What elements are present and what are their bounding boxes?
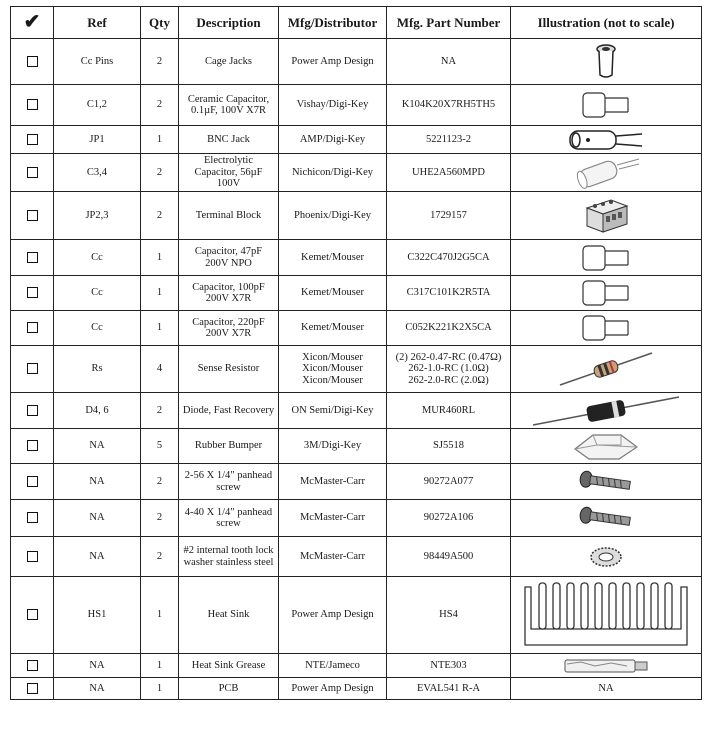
ref-cell: JP2,3 bbox=[54, 192, 141, 240]
description-cell: Capacitor, 47pF 200V NPO bbox=[179, 240, 279, 276]
qty-cell: 2 bbox=[141, 537, 179, 577]
mfg-cell: McMaster-Carr bbox=[279, 537, 387, 577]
qty-header: Qty bbox=[141, 7, 179, 39]
ceramic-capacitor-icon bbox=[514, 90, 698, 120]
description-cell: PCB bbox=[179, 678, 279, 700]
part-number-cell: (2) 262-0.47-RC (0.47Ω) 262-1.0-RC (1.0Ω) 262-2.0-RC (2.0Ω) bbox=[387, 346, 511, 393]
row-checkbox[interactable] bbox=[27, 167, 38, 178]
row-checkbox[interactable] bbox=[27, 476, 38, 487]
table-row bbox=[11, 311, 702, 346]
qty-cell: 4 bbox=[141, 346, 179, 393]
checkbox-cell bbox=[11, 276, 54, 311]
mfg-cell: Xicon/Mouser Xicon/Mouser Xicon/Mouser bbox=[279, 346, 387, 393]
illustration-header: Illustration (not to scale) bbox=[511, 7, 702, 39]
table-row bbox=[11, 346, 702, 393]
ref-cell: Cc bbox=[54, 311, 141, 346]
illustration-cell bbox=[511, 39, 702, 85]
part-number-cell: NA bbox=[387, 39, 511, 85]
description-cell: BNC Jack bbox=[179, 126, 279, 154]
mfg-cell: McMaster-Carr bbox=[279, 500, 387, 537]
check-header: ✔ bbox=[11, 7, 54, 39]
ref-cell: NA bbox=[54, 678, 141, 700]
illustration-cell bbox=[511, 311, 702, 346]
row-checkbox[interactable] bbox=[27, 56, 38, 67]
part-number-cell: 1729157 bbox=[387, 192, 511, 240]
qty-cell: 5 bbox=[141, 429, 179, 464]
checkbox-cell bbox=[11, 654, 54, 678]
qty-cell: 2 bbox=[141, 464, 179, 500]
description-cell: Capacitor, 100pF 200V X7R bbox=[179, 276, 279, 311]
qty-cell: 2 bbox=[141, 393, 179, 429]
part-number-cell: C322C470J2G5CA bbox=[387, 240, 511, 276]
ref-cell: NA bbox=[54, 537, 141, 577]
illustration-cell bbox=[511, 85, 702, 126]
table-row bbox=[11, 39, 702, 85]
description-cell: Capacitor, 220pF 200V X7R bbox=[179, 311, 279, 346]
table-row bbox=[11, 577, 702, 654]
part-number-cell: C052K221K2X5CA bbox=[387, 311, 511, 346]
illustration-cell bbox=[511, 276, 702, 311]
checkbox-cell bbox=[11, 537, 54, 577]
checkbox-cell bbox=[11, 39, 54, 85]
mfg-cell: Power Amp Design bbox=[279, 678, 387, 700]
ref-cell: Rs bbox=[54, 346, 141, 393]
illustration-cell bbox=[511, 500, 702, 537]
mfg-cell: 3M/Digi-Key bbox=[279, 429, 387, 464]
part-number-cell: UHE2A560MPD bbox=[387, 154, 511, 192]
mfg-cell: AMP/Digi-Key bbox=[279, 126, 387, 154]
resistor-icon bbox=[514, 349, 698, 389]
qty-cell: 1 bbox=[141, 276, 179, 311]
row-checkbox[interactable] bbox=[27, 210, 38, 221]
part-number-cell: SJ5518 bbox=[387, 429, 511, 464]
row-checkbox[interactable] bbox=[27, 322, 38, 333]
row-checkbox[interactable] bbox=[27, 99, 38, 110]
mfg-cell: Power Amp Design bbox=[279, 577, 387, 654]
illustration-cell bbox=[511, 577, 702, 654]
row-checkbox[interactable] bbox=[27, 134, 38, 145]
mfg-header: Mfg/Distributor bbox=[279, 7, 387, 39]
checkbox-cell bbox=[11, 126, 54, 154]
checkbox-cell bbox=[11, 85, 54, 126]
checkbox-cell bbox=[11, 346, 54, 393]
ref-cell: Cc bbox=[54, 276, 141, 311]
checkbox-cell bbox=[11, 240, 54, 276]
part-number-cell: C317C101K2R5TA bbox=[387, 276, 511, 311]
ref-cell: NA bbox=[54, 500, 141, 537]
description-cell: Heat Sink bbox=[179, 577, 279, 654]
description-cell: Ceramic Capacitor, 0.1µF, 100V X7R bbox=[179, 85, 279, 126]
table-row bbox=[11, 429, 702, 464]
checkbox-cell bbox=[11, 393, 54, 429]
row-checkbox[interactable] bbox=[27, 287, 38, 298]
row-checkbox[interactable] bbox=[27, 512, 38, 523]
row-checkbox[interactable] bbox=[27, 683, 38, 694]
qty-cell: 2 bbox=[141, 192, 179, 240]
illustration-cell bbox=[511, 346, 702, 393]
lock-washer-icon bbox=[514, 546, 698, 568]
qty-cell: 2 bbox=[141, 154, 179, 192]
ref-cell: NA bbox=[54, 464, 141, 500]
parts-list-table bbox=[10, 6, 702, 700]
table-row bbox=[11, 393, 702, 429]
description-cell: Sense Resistor bbox=[179, 346, 279, 393]
checkbox-cell bbox=[11, 678, 54, 700]
table-row bbox=[11, 276, 702, 311]
row-checkbox[interactable] bbox=[27, 551, 38, 562]
illustration-cell bbox=[511, 154, 702, 192]
diode-icon bbox=[514, 395, 698, 427]
qty-cell: 2 bbox=[141, 500, 179, 537]
table-row bbox=[11, 678, 702, 700]
ref-cell: NA bbox=[54, 429, 141, 464]
checkbox-cell bbox=[11, 429, 54, 464]
qty-cell: 1 bbox=[141, 240, 179, 276]
description-cell: Rubber Bumper bbox=[179, 429, 279, 464]
ref-cell: HS1 bbox=[54, 577, 141, 654]
part-number-cell: HS4 bbox=[387, 577, 511, 654]
table-row bbox=[11, 126, 702, 154]
table-header-row bbox=[11, 7, 702, 39]
part-number-cell: MUR460RL bbox=[387, 393, 511, 429]
illustration-cell bbox=[511, 126, 702, 154]
heat-sink-icon bbox=[514, 579, 698, 651]
illustration-cell bbox=[511, 537, 702, 577]
illustration-cell: NA bbox=[511, 678, 702, 700]
description-cell: Terminal Block bbox=[179, 192, 279, 240]
checkbox-cell bbox=[11, 464, 54, 500]
screw-icon bbox=[514, 470, 698, 494]
ref-cell: C3,4 bbox=[54, 154, 141, 192]
mfg-cell: Nichicon/Digi-Key bbox=[279, 154, 387, 192]
ref-cell: C1,2 bbox=[54, 85, 141, 126]
illustration-cell bbox=[511, 192, 702, 240]
ceramic-capacitor-icon bbox=[514, 243, 698, 273]
mfg-cell: NTE/Jameco bbox=[279, 654, 387, 678]
table-row bbox=[11, 85, 702, 126]
ref-cell: Cc bbox=[54, 240, 141, 276]
part-number-header: Mfg. Part Number bbox=[387, 7, 511, 39]
qty-cell: 2 bbox=[141, 85, 179, 126]
qty-cell: 1 bbox=[141, 654, 179, 678]
description-cell: 2-56 X 1/4" panhead screw bbox=[179, 464, 279, 500]
mfg-cell: Kemet/Mouser bbox=[279, 240, 387, 276]
rubber-bumper-icon bbox=[514, 431, 698, 461]
checkbox-cell bbox=[11, 500, 54, 537]
part-number-cell: 90272A077 bbox=[387, 464, 511, 500]
illustration-cell bbox=[511, 654, 702, 678]
checkbox-cell bbox=[11, 311, 54, 346]
ref-header: Ref bbox=[54, 7, 141, 39]
mfg-cell: ON Semi/Digi-Key bbox=[279, 393, 387, 429]
ceramic-capacitor-icon bbox=[514, 278, 698, 308]
ref-cell: Cc Pins bbox=[54, 39, 141, 85]
description-cell: #2 internal tooth lock washer stainless steel bbox=[179, 537, 279, 577]
screw-icon bbox=[514, 506, 698, 530]
ref-cell: NA bbox=[54, 654, 141, 678]
ref-cell: JP1 bbox=[54, 126, 141, 154]
description-header: Description bbox=[179, 7, 279, 39]
row-checkbox[interactable] bbox=[27, 363, 38, 374]
table-row bbox=[11, 500, 702, 537]
part-number-cell: 90272A106 bbox=[387, 500, 511, 537]
part-number-cell: 5221123-2 bbox=[387, 126, 511, 154]
part-number-cell: 98449A500 bbox=[387, 537, 511, 577]
illustration-cell bbox=[511, 464, 702, 500]
qty-cell: 1 bbox=[141, 126, 179, 154]
illustration-cell bbox=[511, 393, 702, 429]
table-row bbox=[11, 537, 702, 577]
table-row bbox=[11, 464, 702, 500]
mfg-cell: Vishay/Digi-Key bbox=[279, 85, 387, 126]
checkbox-cell bbox=[11, 192, 54, 240]
row-checkbox[interactable] bbox=[27, 440, 38, 451]
part-number-cell: K104K20X7RH5TH5 bbox=[387, 85, 511, 126]
ref-cell: D4, 6 bbox=[54, 393, 141, 429]
qty-cell: 1 bbox=[141, 678, 179, 700]
part-number-cell: NTE303 bbox=[387, 654, 511, 678]
mfg-cell: McMaster-Carr bbox=[279, 464, 387, 500]
electrolytic-capacitor-icon bbox=[514, 156, 698, 190]
mfg-cell: Phoenix/Digi-Key bbox=[279, 192, 387, 240]
row-checkbox[interactable] bbox=[27, 609, 38, 620]
row-checkbox[interactable] bbox=[27, 252, 38, 263]
grease-tube-icon bbox=[514, 656, 698, 676]
mfg-cell: Power Amp Design bbox=[279, 39, 387, 85]
table-row bbox=[11, 240, 702, 276]
bnc-jack-icon bbox=[514, 128, 698, 152]
table-row bbox=[11, 654, 702, 678]
mfg-cell: Kemet/Mouser bbox=[279, 276, 387, 311]
description-cell: Cage Jacks bbox=[179, 39, 279, 85]
ceramic-capacitor-icon bbox=[514, 313, 698, 343]
qty-cell: 1 bbox=[141, 577, 179, 654]
row-checkbox[interactable] bbox=[27, 405, 38, 416]
table-row bbox=[11, 192, 702, 240]
checkbox-cell bbox=[11, 154, 54, 192]
qty-cell: 1 bbox=[141, 311, 179, 346]
cage-jack-icon bbox=[514, 44, 698, 80]
illustration-cell bbox=[511, 429, 702, 464]
qty-cell: 2 bbox=[141, 39, 179, 85]
mfg-cell: Kemet/Mouser bbox=[279, 311, 387, 346]
description-cell: Electrolytic Capacitor, 56µF 100V bbox=[179, 154, 279, 192]
description-cell: Heat Sink Grease bbox=[179, 654, 279, 678]
table-row bbox=[11, 154, 702, 192]
terminal-block-icon bbox=[514, 196, 698, 236]
description-cell: Diode, Fast Recovery bbox=[179, 393, 279, 429]
part-number-cell: EVAL541 R-A bbox=[387, 678, 511, 700]
checkbox-cell bbox=[11, 577, 54, 654]
illustration-cell bbox=[511, 240, 702, 276]
row-checkbox[interactable] bbox=[27, 660, 38, 671]
description-cell: 4-40 X 1/4" panhead screw bbox=[179, 500, 279, 537]
